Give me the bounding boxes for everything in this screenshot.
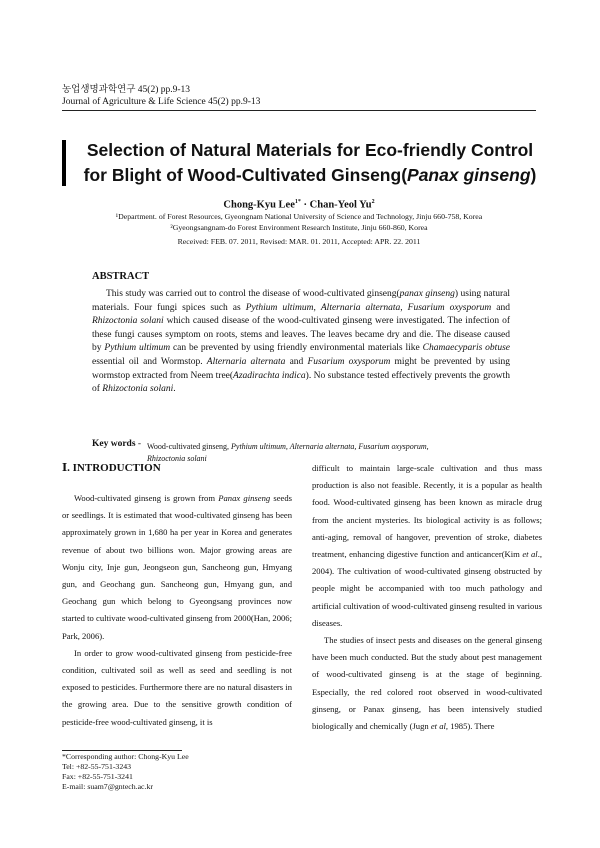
received-dates: Received: FEB. 07. 2011, Revised: MAR. 01. 2011, Accepted: APR. 22. 2011 [177, 237, 421, 246]
footnote-rule [62, 750, 182, 751]
title-line-1: Selection of Natural Materials for Eco-friendly Control [86, 140, 534, 160]
author-1: Chong-Kyu Lee [223, 199, 295, 211]
abstract-heading: ABSTRACT [92, 271, 150, 282]
paragraph: In order to grow wood-cultivated ginseng from pesticide-free condition, cultivated soil as well as seed and seedling is not exposed to pesticides. Furthermore there are no natural disasters in the growing area. Due to the sensitive growth condition of pesticide-free wood-cultivated ginseng, it is [62, 647, 292, 727]
journal-line-korean: 농업생명과학연구 45(2) pp.9-13 [62, 85, 191, 95]
body-column-left [62, 490, 292, 731]
keywords-list: Wood-cultivated ginseng, Pythium ultimum, Alternaria alternata, Fusarium oxysporum, Rhizoctonia solani [147, 442, 429, 463]
journal-line-english: Journal of Agriculture & Life Science 45(2) pp.9-13 [62, 97, 261, 107]
title-line-2: for Blight of Wood-Cultivated Ginseng(Panax ginseng) [83, 165, 537, 185]
header-rule [62, 110, 536, 111]
body-column-right [312, 460, 542, 735]
journal-header [62, 84, 260, 108]
author-2: Chan-Yeol Yu [309, 199, 372, 211]
title-accent-bar [62, 140, 66, 186]
corresponding-author-footnote: *Corresponding author: Chong-Kyu Lee Tel: +82-55-751-3243 Fax: +82-55-751-3241 E-mail: suam7@gntech.ac.kr [62, 752, 189, 791]
affiliation-2: ²Gyeongsangnam-do Forest Environment Research Institute, Jinju 660-860, Korea [170, 223, 428, 232]
abstract-body: This study was carried out to control the disease of wood-cultivated ginseng(panax ginseng) using natural materials. Four fungi spices such as Pythium ultimum, Alternaria alternata, Fusarium oxysporum and Rhizoctonia solani which caused disease of the wood-cultivated ginseng were investigated. The infection of these fungi causes symptom on roots, stems and leaves. The leaves became dry and die. The disease caused by Pythium ultimum can be prevented by using friendly environmental materials like Chamaecyparis obtuse essential oil and Wormstop. Alternaria alternata and Fusarium oxysporum might be prevented by using wormstop extracted from Neem tree(Azadirachta indica). No substance tested effectively prevents the growth of Rhizoctonia solani. [92, 289, 511, 395]
paragraph: difficult to maintain large-scale cultivation and thus mass production is also not feasible. Recently, it is a popular as health food. Wood-cultivated ginseng has been known as miracle drug from the ancient mysteries. Its biological activity is as follows; anti-aging, removal of hangover, prevention of stroke, diabetes treatment, enhancing digestive function and anticancer(Kim et al., 2004). The cultivation of wood-cultivated ginseng obstructed by people might be accompanied with too much pathology and artificial cultivation of wood-cultivated ginseng resulted in various diseases. [312, 463, 542, 628]
paragraph: Wood-cultivated ginseng is grown from Panax ginseng seeds or seedlings. It is estimated that wood-cultivated ginseng has been approximately grown in 1,680 ha per year in Korea and generates revenue of about two billions won. Major growing areas are Wonju city, Inje gun, Jeongseon gun, Sancheong gun, Hmyang gun, and Geochang gun. Sancheong gun, Hmyang gun, and Geochang gun which belong to Gyeongsang provinces now started to cultivate wood-cultivated ginseng from 2000(Han, 2006; Park, 2006). [62, 493, 292, 641]
affiliation-1: ¹Department. of Forest Resources, Gyeongnam National University of Science and Technology, Jinju 660-758, Korea [115, 212, 483, 221]
email-text: E-mail: suam7@gntech.ac.kr [62, 782, 153, 791]
keywords-label: Key words - [92, 439, 142, 449]
paper-title [70, 138, 550, 188]
paragraph: The studies of insect pests and diseases on the general ginseng have been much conducted. But the study about pest management of wood-cultivated ginseng is at the stage of beginning. Especially, the red colored root observed in wood-cultivated ginseng, or Panax ginseng, has been intensively studied biologically and chemically (Jugn et al, 1985). There [312, 635, 542, 732]
section-heading-introduction: Ⅰ. INTRODUCTION [62, 462, 161, 474]
author-list: Chong-Kyu Lee$^{1*}$ · Chan-Yeol Yu$^2$ [223, 199, 375, 211]
